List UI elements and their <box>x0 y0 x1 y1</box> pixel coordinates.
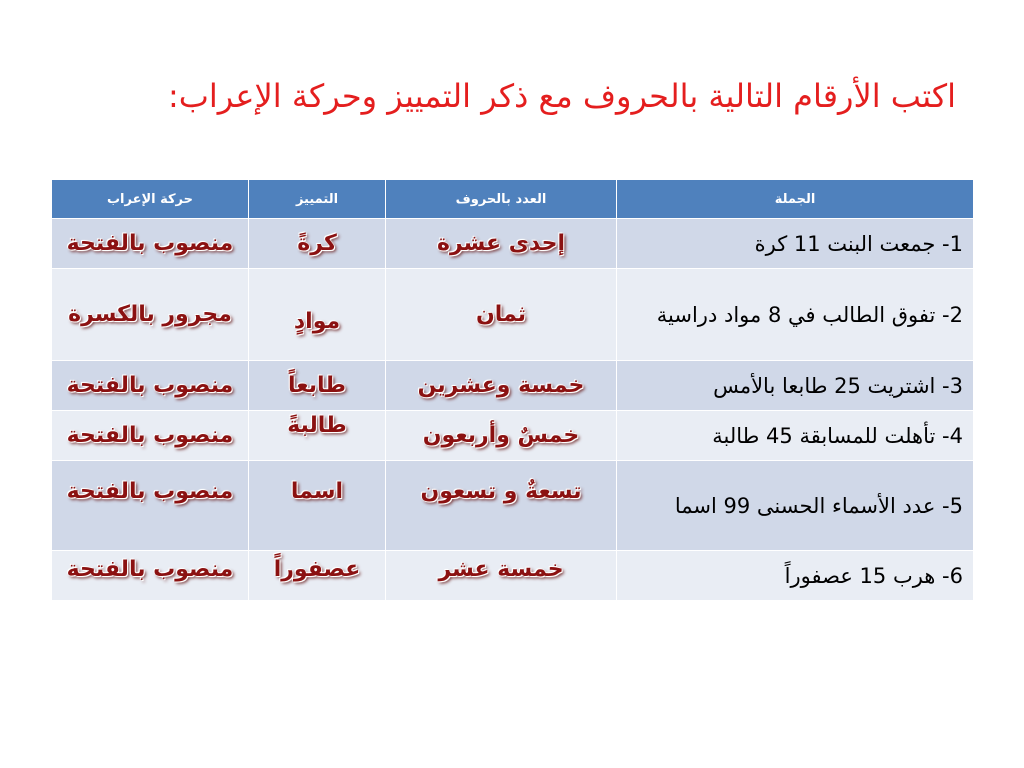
sentence-cell: 5- عدد الأسماء الحسنى 99 اسما <box>617 461 974 551</box>
table-header-row <box>52 180 974 219</box>
number-words-cell: تسعةٌ و تسعون <box>386 461 617 551</box>
table-row <box>52 269 974 361</box>
answer-table <box>51 179 974 601</box>
table-row <box>52 361 974 411</box>
tamyeez-cell: عصفوراً <box>249 551 386 601</box>
tamyeez-cell: موادٍ <box>249 269 386 361</box>
slide-title: اكتب الأرقام التالية بالحروف مع ذكر التمييز وحركة الإعراب: <box>167 77 956 115</box>
table-row <box>52 411 974 461</box>
sentence-cell: 3- اشتريت 25 طابعا بالأمس <box>617 361 974 411</box>
tamyeez-cell: طالبةً <box>249 411 386 461</box>
number-words-cell: خمسة عشر <box>386 551 617 601</box>
sentence-cell: 4- تأهلت للمسابقة 45 طالبة <box>617 411 974 461</box>
header-irab: حركة الإعراب <box>52 180 249 219</box>
irab-cell: منصوب بالفتحة <box>52 361 249 411</box>
irab-cell: منصوب بالفتحة <box>52 551 249 601</box>
irab-cell: منصوب بالفتحة <box>52 461 249 551</box>
number-words-cell: خمسٌ وأربعون <box>386 411 617 461</box>
sentence-cell: 2- تفوق الطالب في 8 مواد دراسية <box>617 269 974 361</box>
tamyeez-cell: كرةً <box>249 219 386 269</box>
header-tamyeez: التمييز <box>249 180 386 219</box>
number-words-cell: إحدى عشرة <box>386 219 617 269</box>
table-row <box>52 219 974 269</box>
number-words-cell: ثمان <box>386 269 617 361</box>
irab-cell: مجرور بالكسرة <box>52 269 249 361</box>
number-words-cell: خمسة وعشرين <box>386 361 617 411</box>
table-row <box>52 551 974 601</box>
header-sentence: الجملة <box>617 180 974 219</box>
sentence-cell: 6- هرب 15 عصفوراً <box>617 551 974 601</box>
irab-cell: منصوب بالفتحة <box>52 219 249 269</box>
table-row <box>52 461 974 551</box>
tamyeez-cell: طابعاً <box>249 361 386 411</box>
header-number-words: العدد بالحروف <box>386 180 617 219</box>
sentence-cell: 1- جمعت البنت 11 كرة <box>617 219 974 269</box>
tamyeez-cell: اسما <box>249 461 386 551</box>
irab-cell: منصوب بالفتحة <box>52 411 249 461</box>
